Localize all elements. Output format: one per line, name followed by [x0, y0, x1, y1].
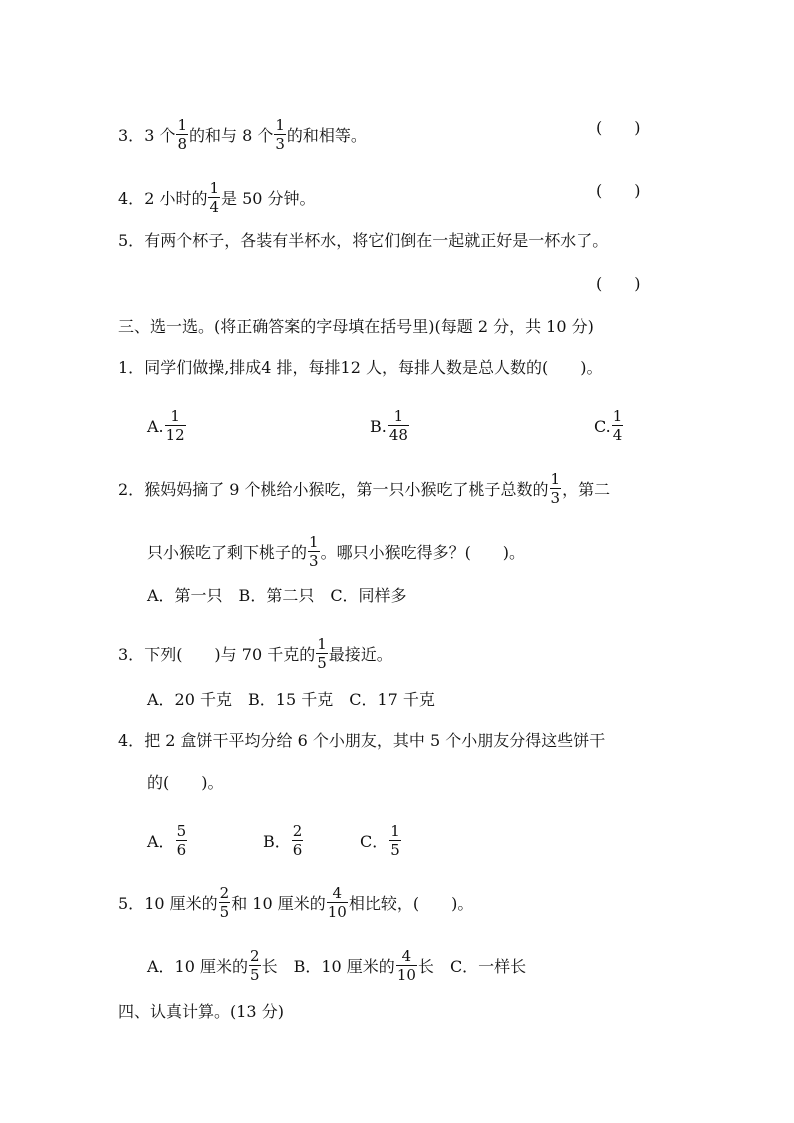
- option-a[interactable]: A． $\frac{5}{6}$: [147, 822, 187, 859]
- fraction: $\frac{1}{8}$: [177, 116, 188, 153]
- question-number: 3．: [118, 645, 145, 664]
- fraction: $\frac{1}{12}$: [165, 407, 185, 444]
- fraction: $\frac{1}{4}$: [209, 179, 220, 216]
- question-number: 4．: [118, 189, 145, 208]
- fraction: $\frac{1}{5}$: [317, 635, 327, 672]
- question-number: 5．: [118, 231, 145, 250]
- answer-parentheses[interactable]: ( ): [596, 118, 641, 137]
- option-c[interactable]: C． $\frac{1}{5}$: [360, 822, 400, 859]
- question-number: 4．: [118, 731, 145, 750]
- answer-parentheses[interactable]: ( ): [596, 274, 641, 293]
- answer-parentheses[interactable]: ( ): [596, 181, 641, 200]
- choice-question-1: 1．同学们做操,排成4 排，每排12 人，每排人数是总人数的( )。: [118, 358, 603, 377]
- choice-question-2-line-1: 2．猴妈妈摘了 9 个桃给小猴吃，第一只小猴吃了桃子总数的 $\frac{1}{3}$ ，第二: [118, 470, 611, 507]
- option-b[interactable]: B． $\frac{2}{6}$: [263, 822, 303, 859]
- option-a[interactable]: A. $\frac{1}{12}$: [147, 407, 185, 444]
- fraction: $\frac{1}{48}$: [388, 407, 408, 444]
- fraction: $\frac{4}{10}$: [396, 947, 416, 984]
- question-number: 1．: [118, 358, 145, 377]
- choice-question-4-line-1: 4．把 2 盒饼干平均分给 6 个小朋友，其中 5 个小朋友分得这些饼干: [118, 731, 606, 750]
- judge-question-4: 4．2 小时的 $\frac{1}{4}$ 是 50 分钟。: [118, 179, 316, 216]
- fraction: $\frac{1}{4}$: [612, 407, 623, 444]
- fraction: $\frac{1}{3}$: [309, 533, 319, 570]
- fraction: $\frac{1}{3}$: [275, 116, 285, 153]
- choice-question-2-line-2: 只小猴吃了剩下桃子的 $\frac{1}{3}$ 。哪只小猴吃得多？( )。: [147, 533, 526, 570]
- choice-question-2-options[interactable]: A．第一只 B．第二只 C．同样多: [147, 586, 407, 605]
- section-title-choose: 三、选一选。(将正确答案的字母填在括号里)(每题 2 分，共 10 分): [118, 317, 594, 336]
- option-a[interactable]: A．10 厘米的 $\frac{2}{5}$ 长: [147, 947, 278, 984]
- fraction: $\frac{2}{6}$: [292, 822, 303, 859]
- choice-question-3: 3．下列( )与 70 千克的 $\frac{1}{5}$ 最接近。: [118, 635, 393, 672]
- fraction: $\frac{2}{5}$: [250, 947, 260, 984]
- fraction: $\frac{2}{5}$: [219, 884, 230, 921]
- question-number: 2．: [118, 480, 145, 499]
- choice-question-4-line-2: 的( )。: [147, 773, 224, 792]
- fraction: $\frac{5}{6}$: [176, 822, 187, 859]
- question-number: 5．: [118, 894, 145, 913]
- fraction: $\frac{1}{3}$: [550, 470, 561, 507]
- choice-question-5-options[interactable]: [147, 949, 526, 986]
- option-b[interactable]: B. $\frac{1}{48}$: [370, 407, 408, 444]
- question-number: 3．: [118, 126, 145, 145]
- fraction: $\frac{1}{5}$: [390, 822, 400, 859]
- judge-question-5: 5．有两个杯子，各装有半杯水，将它们倒在一起就正好是一杯水了。: [118, 231, 609, 250]
- judge-question-3: 3．3 个 $\frac{1}{8}$ 的和与 8 个 $\frac{1}{3}$ 的和相等。: [118, 116, 367, 153]
- fraction: $\frac{4}{10}$: [327, 884, 347, 921]
- option-b[interactable]: B．10 厘米的 $\frac{4}{10}$ 长: [293, 947, 434, 984]
- choice-question-3-options[interactable]: A．20 千克 B．15 千克 C．17 千克: [147, 690, 435, 709]
- choice-question-5: 5．10 厘米的 $\frac{2}{5}$ 和 10 厘米的 $\frac{4}{10}$ 相比较，( )。: [118, 884, 474, 921]
- option-c[interactable]: C．一样长: [449, 957, 527, 976]
- section-title-calculate: 四、认真计算。(13 分): [118, 1002, 284, 1021]
- option-c[interactable]: C. $\frac{1}{4}$: [594, 407, 623, 444]
